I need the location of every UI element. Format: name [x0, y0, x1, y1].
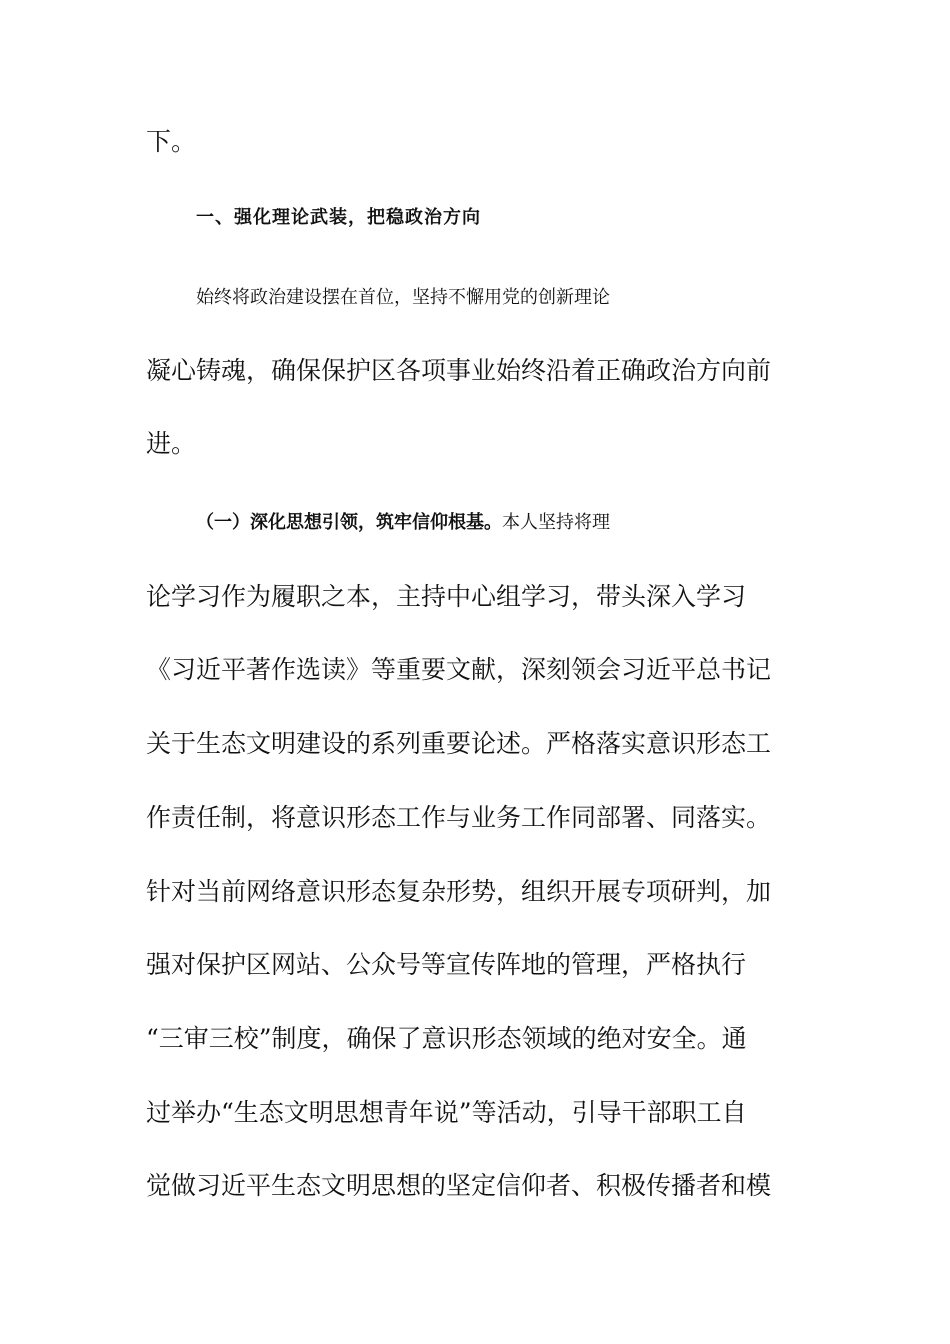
section-heading: 一、强化理论武装，把稳政治方向 — [196, 207, 481, 228]
text-line: 作责任制，将意识形态工作与业务工作同部署、同落实。 — [146, 803, 772, 832]
text-line: 觉做习近平生态文明思想的坚定信仰者、积极传播者和模 — [146, 1171, 772, 1200]
text-line: “三审三校”制度，确保了意识形态领域的绝对安全。通 — [146, 1024, 747, 1053]
text-line: 始终将政治建设摆在首位，坚持不懈用党的创新理论 — [196, 287, 610, 308]
text-line: 关于生态文明建设的系列重要论述。严格落实意识形态工 — [146, 729, 772, 758]
text-line: 针对当前网络意识形态复杂形势，组织开展专项研判，加 — [146, 877, 772, 906]
text-line: 论学习作为履职之本，主持中心组学习，带头深入学习 — [146, 582, 747, 611]
text-line: 《习近平著作选读》等重要文献，深刻领会习近平总书记 — [146, 655, 772, 684]
subsection-line — [196, 505, 856, 541]
subsection-text: 本人坚持将理 — [502, 512, 610, 533]
text-line: 下。 — [146, 127, 197, 156]
subsection-heading: （一）深化思想引领，筑牢信仰根基。 — [196, 512, 502, 533]
text-line: 过举办“生态文明思想青年说”等活动，引导干部职工自 — [146, 1098, 747, 1127]
text-line: 凝心铸魂，确保保护区各项事业始终沿着正确政治方向前 — [146, 356, 772, 385]
text-line: 强对保护区网站、公众号等宣传阵地的管理，严格执行 — [146, 950, 747, 979]
text-line: 进。 — [146, 429, 197, 458]
